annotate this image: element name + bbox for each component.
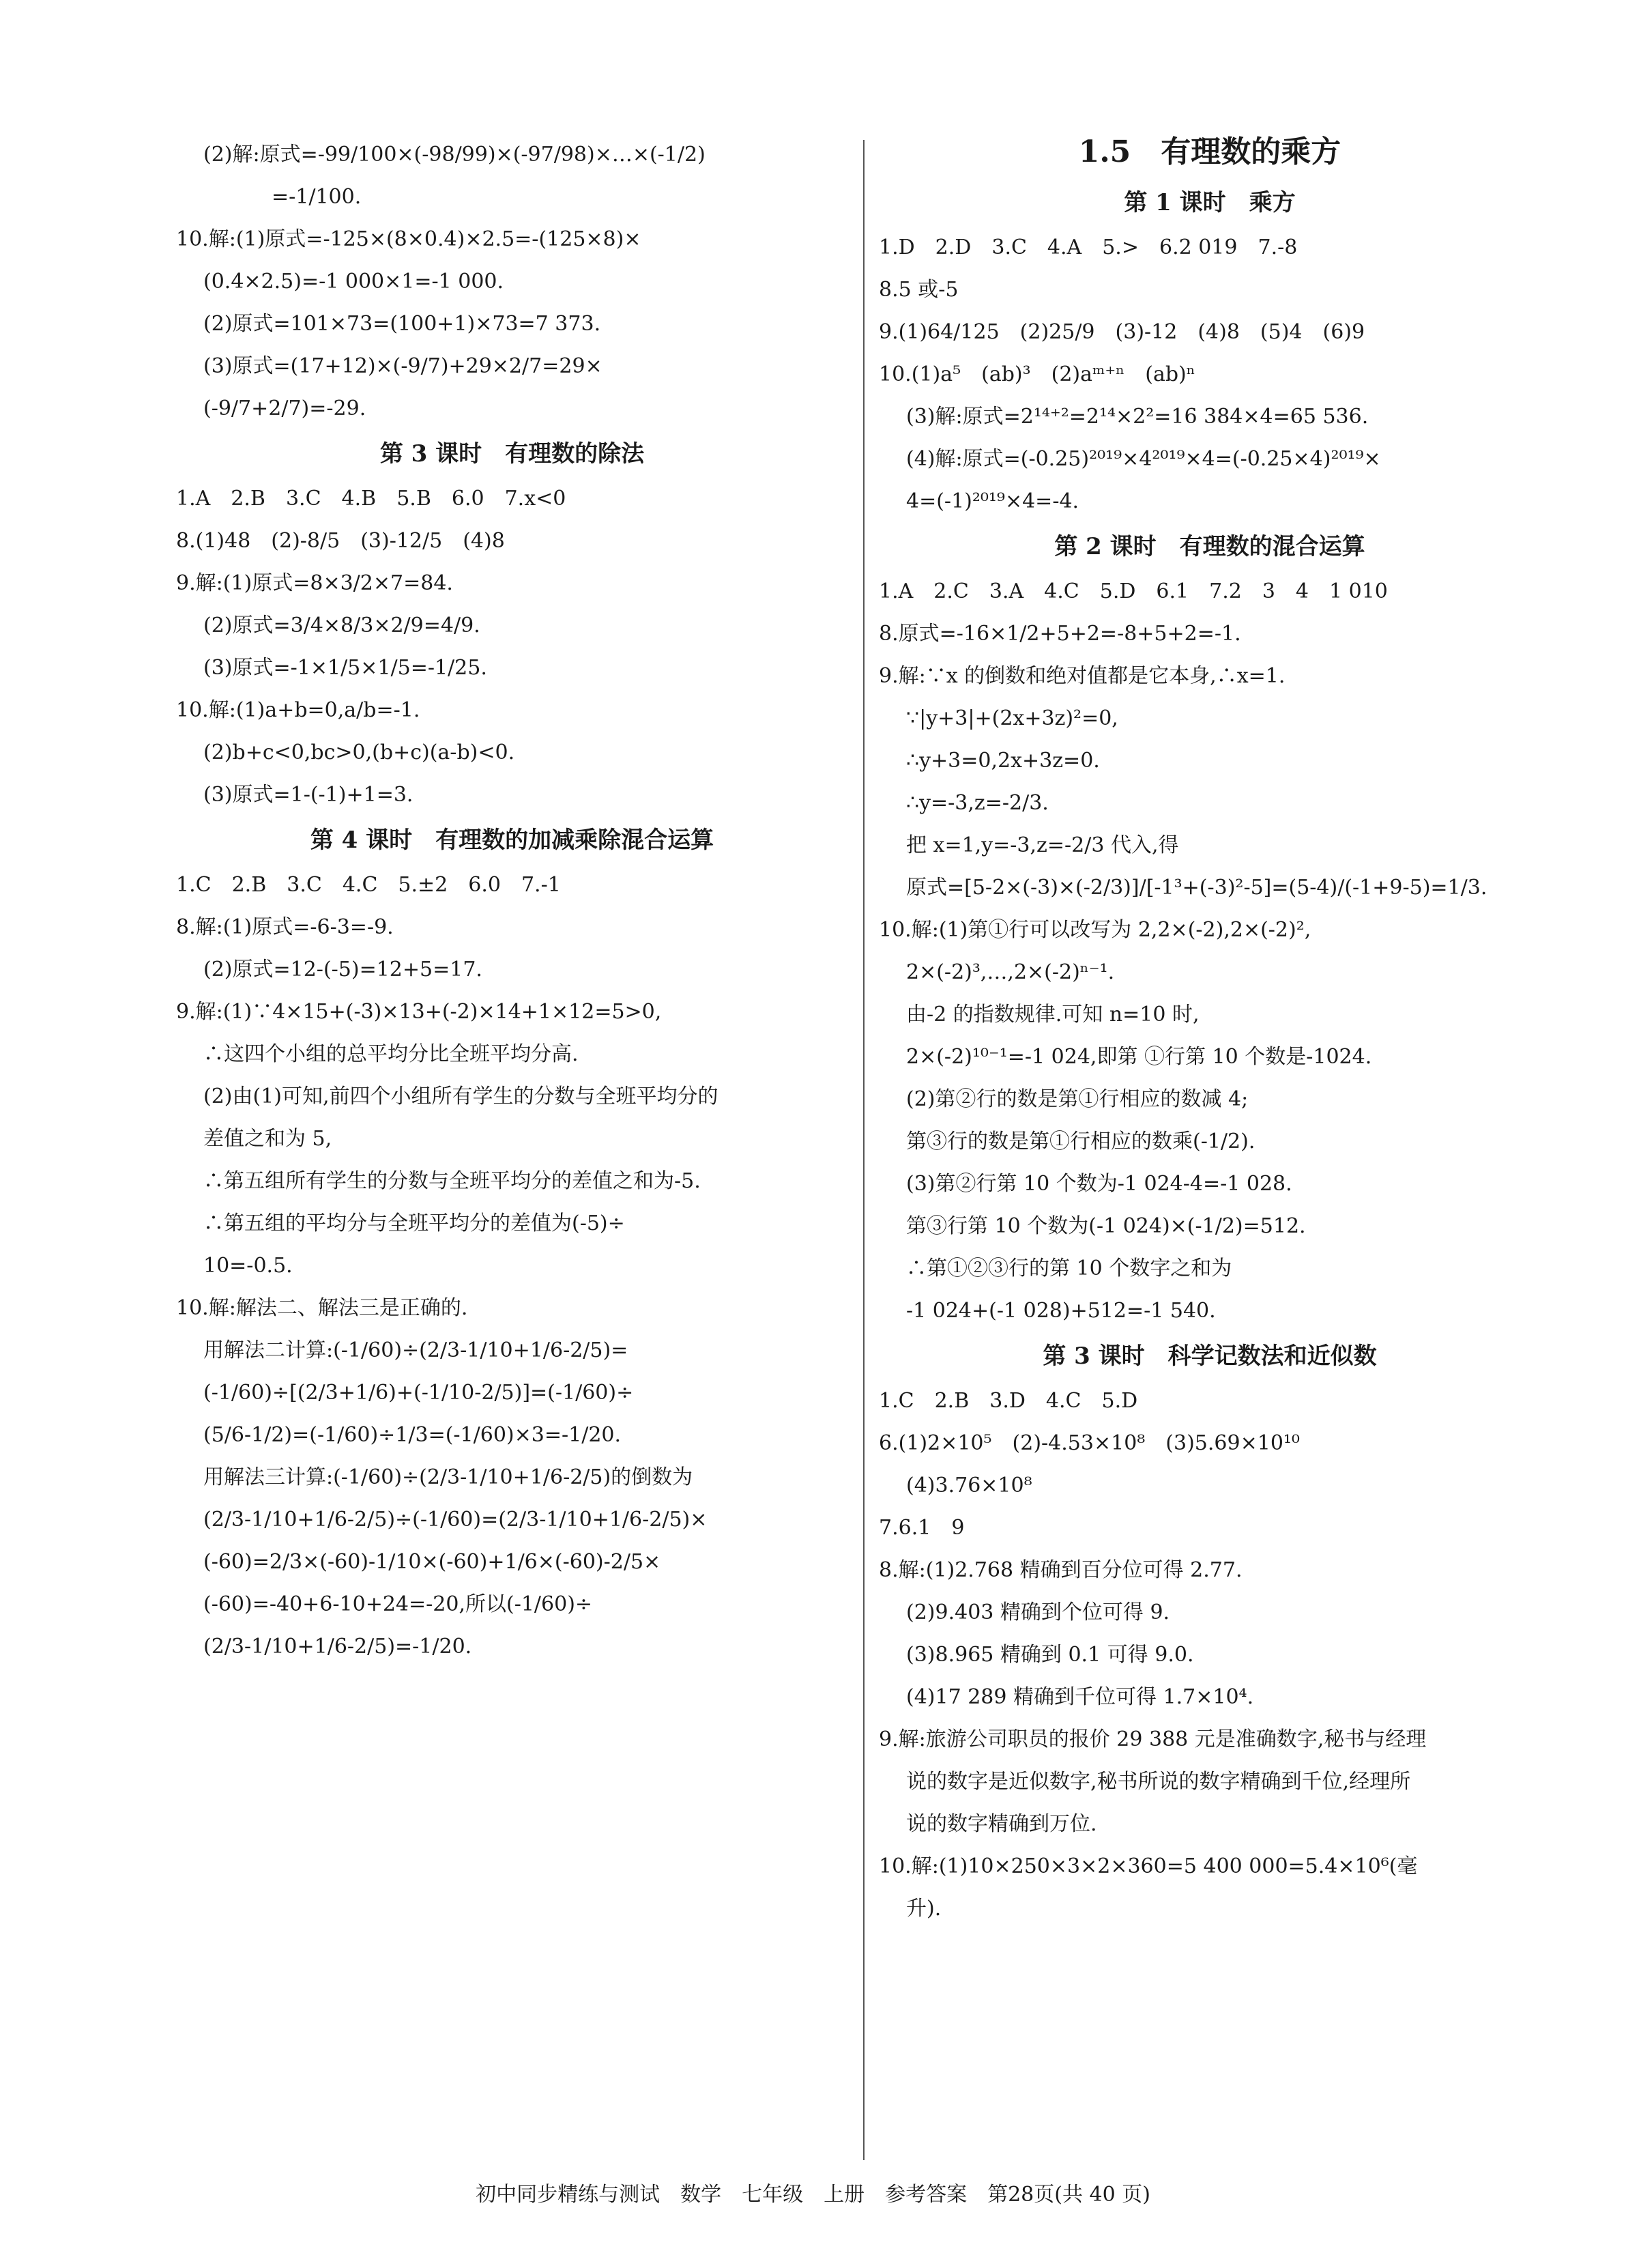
answer-line: (2)解:原式=-99/100×(-98/99)×(-97/98)×…×(-1/2) bbox=[203, 143, 706, 167]
answer-line: (2)9.403 精确到个位可得 9. bbox=[906, 1600, 1170, 1624]
answer-line: 说的数字精确到万位. bbox=[906, 1812, 1097, 1836]
answer-line: (4)解:原式=(-0.25)²⁰¹⁹×4²⁰¹⁹×4=(-0.25×4)²⁰¹⁹× bbox=[906, 447, 1381, 471]
answer-line: 9.解:旅游公司职员的报价 29 388 元是准确数字,秘书与经理 bbox=[879, 1727, 1427, 1751]
answer-line: (4)3.76×10⁸ bbox=[906, 1474, 1032, 1497]
answer-line: 1.A 2.C 3.A 4.C 5.D 6.1 7.2 3 4 1 010 bbox=[879, 579, 1388, 603]
answer-line: 8.原式=-16×1/2+5+2=-8+5+2=-1. bbox=[879, 622, 1241, 646]
answer-line: ∴第五组的平均分与全班平均分的差值为(-5)÷ bbox=[203, 1211, 625, 1235]
section-heading: 第 1 课时 乘方 bbox=[1124, 189, 1296, 216]
answer-line: 10.(1)a⁵ (ab)³ (2)aᵐ⁺ⁿ (ab)ⁿ bbox=[879, 362, 1195, 386]
answer-line: 10.解:(1)原式=-125×(8×0.4)×2.5=-(125×8)× bbox=[176, 227, 641, 251]
answer-line: (5/6-1/2)=(-1/60)÷1/3=(-1/60)×3=-1/20. bbox=[203, 1423, 622, 1447]
answer-line: (2)第②行的数是第①行相应的数减 4; bbox=[906, 1087, 1249, 1111]
answer-line: (2)原式=101×73=(100+1)×73=7 373. bbox=[203, 312, 601, 336]
answer-line: 1.C 2.B 3.C 4.C 5.±2 6.0 7.-1 bbox=[176, 873, 561, 897]
answer-line: 9.(1)64/125 (2)25/9 (3)-12 (4)8 (5)4 (6)9 bbox=[879, 320, 1365, 344]
section-heading: 1.5 有理数的乘方 bbox=[1078, 134, 1341, 169]
answer-line: ∴y+3=0,2x+3z=0. bbox=[906, 749, 1100, 773]
answer-line: (2)原式=12-(-5)=12+5=17. bbox=[203, 958, 482, 981]
answer-line: (-1/60)÷[(2/3+1/6)+(-1/10-2/5)]=(-1/60)÷ bbox=[203, 1381, 634, 1405]
answer-line: (3)原式=-1×1/5×1/5=-1/25. bbox=[203, 656, 487, 680]
answer-line: (2)由(1)可知,前四个小组所有学生的分数与全班平均分的 bbox=[203, 1085, 718, 1108]
answer-line: 7.6.1 9 bbox=[879, 1516, 965, 1540]
answer-line: 差值之和为 5, bbox=[203, 1127, 332, 1151]
answer-line: ∴第①②③行的第 10 个数字之和为 bbox=[906, 1257, 1232, 1280]
answer-line: ∵|y+3|+(2x+3z)²=0, bbox=[906, 706, 1118, 730]
column-divider bbox=[863, 140, 865, 2160]
answer-line: 9.解:(1)∵4×15+(-3)×13+(-2)×14+1×12=5>0, bbox=[176, 1000, 662, 1024]
answer-line: 第③行的数是第①行相应的数乘(-1/2). bbox=[906, 1130, 1255, 1153]
answer-line: (2)原式=3/4×8/3×2/9=4/9. bbox=[203, 614, 480, 637]
answer-line: 9.解:(1)原式=8×3/2×7=84. bbox=[176, 571, 453, 595]
left-column bbox=[176, 126, 848, 1676]
answer-line: (-60)=2/3×(-60)-1/10×(-60)+1/6×(-60)-2/5× bbox=[203, 1550, 661, 1574]
answer-line: 10.解:(1)10×250×3×2×360=5 400 000=5.4×10⁶(毫 bbox=[879, 1854, 1418, 1878]
answer-line: 6.(1)2×10⁵ (2)-4.53×10⁸ (3)5.69×10¹⁰ bbox=[879, 1431, 1300, 1455]
answer-line: (3)8.965 精确到 0.1 可得 9.0. bbox=[906, 1643, 1194, 1667]
answer-line: 8.解:(1)2.768 精确到百分位可得 2.77. bbox=[879, 1558, 1243, 1582]
answer-line: (2)b+c<0,bc>0,(b+c)(a-b)<0. bbox=[203, 741, 515, 764]
answer-line: 4=(-1)²⁰¹⁹×4=-4. bbox=[906, 489, 1079, 513]
answer-line: 1.C 2.B 3.D 4.C 5.D bbox=[879, 1389, 1138, 1413]
answer-line: 10.解:(1)第①行可以改写为 2,2×(-2),2×(-2)², bbox=[879, 918, 1311, 942]
section-heading: 第 3 课时 科学记数法和近似数 bbox=[1043, 1343, 1377, 1370]
answer-line: 把 x=1,y=-3,z=-2/3 代入,得 bbox=[906, 833, 1179, 857]
page-footer: 初中同步精练与测试 数学 七年级 上册 参考答案 第28页(共 40 页) bbox=[476, 2183, 1150, 2207]
answer-line: ∴这四个小组的总平均分比全班平均分高. bbox=[203, 1042, 579, 1066]
answer-line: ∴y=-3,z=-2/3. bbox=[906, 791, 1049, 815]
answer-line: =-1/100. bbox=[272, 185, 362, 209]
answer-line: -1 024+(-1 028)+512=-1 540. bbox=[906, 1299, 1216, 1323]
answer-line: (3)第②行第 10 个数为-1 024-4=-1 028. bbox=[906, 1172, 1292, 1196]
answer-line: 2×(-2)¹⁰⁻¹=-1 024,即第 ①行第 10 个数是-1024. bbox=[906, 1045, 1372, 1069]
answer-line: 由-2 的指数规律.可知 n=10 时, bbox=[906, 1003, 1200, 1027]
answer-line: (2/3-1/10+1/6-2/5)÷(-1/60)=(2/3-1/10+1/6-2/5)× bbox=[203, 1508, 708, 1532]
answer-line: 9.解:∵x 的倒数和绝对值都是它本身,∴x=1. bbox=[879, 664, 1286, 688]
answer-line: (-9/7+2/7)=-29. bbox=[203, 397, 366, 420]
answer-line: 2×(-2)³,…,2×(-2)ⁿ⁻¹. bbox=[906, 960, 1115, 984]
section-heading: 第 2 课时 有理数的混合运算 bbox=[1054, 533, 1365, 560]
answer-line: 用解法三计算:(-1/60)÷(2/3-1/10+1/6-2/5)的倒数为 bbox=[203, 1465, 693, 1489]
answer-line: 第③行第 10 个数为(-1 024)×(-1/2)=512. bbox=[906, 1214, 1306, 1238]
answer-line: (3)原式=(17+12)×(-9/7)+29×2/7=29× bbox=[203, 354, 603, 378]
answer-line: 用解法二计算:(-1/60)÷(2/3-1/10+1/6-2/5)= bbox=[203, 1338, 628, 1362]
answer-line: (2/3-1/10+1/6-2/5)=-1/20. bbox=[203, 1635, 472, 1659]
answer-line: 说的数字是近似数字,秘书所说的数字精确到千位,经理所 bbox=[906, 1770, 1411, 1794]
answer-line: 10=-0.5. bbox=[203, 1254, 293, 1278]
section-heading: 第 4 课时 有理数的加减乘除混合运算 bbox=[310, 827, 714, 854]
answer-line: 8.(1)48 (2)-8/5 (3)-12/5 (4)8 bbox=[176, 529, 505, 553]
answer-line: (3)原式=1-(-1)+1=3. bbox=[203, 783, 413, 807]
answer-line: 1.A 2.B 3.C 4.B 5.B 6.0 7.x<0 bbox=[176, 487, 566, 511]
answer-line: (3)解:原式=2¹⁴⁺²=2¹⁴×2²=16 384×4=65 536. bbox=[906, 405, 1369, 429]
answer-line: ∴第五组所有学生的分数与全班平均分的差值之和为-5. bbox=[203, 1169, 701, 1193]
answer-line: 10.解:(1)a+b=0,a/b=-1. bbox=[176, 698, 420, 722]
answer-line: (0.4×2.5)=-1 000×1=-1 000. bbox=[203, 270, 504, 293]
answer-line: (4)17 289 精确到千位可得 1.7×10⁴. bbox=[906, 1685, 1254, 1709]
section-heading: 第 3 课时 有理数的除法 bbox=[379, 440, 645, 468]
right-column bbox=[879, 126, 1541, 1938]
answer-line: 10.解:解法二、解法三是正确的. bbox=[176, 1296, 468, 1320]
answer-line: 8.解:(1)原式=-6-3=-9. bbox=[176, 915, 394, 939]
answer-line: 升). bbox=[906, 1897, 942, 1921]
answer-line: 8.5 或-5 bbox=[879, 278, 959, 302]
answer-line: (-60)=-40+6-10+24=-20,所以(-1/60)÷ bbox=[203, 1592, 593, 1616]
answer-line: 1.D 2.D 3.C 4.A 5.> 6.2 019 7.-8 bbox=[879, 235, 1298, 259]
answer-line: 原式=[5-2×(-3)×(-2/3)]/[-1³+(-3)²-5]=(5-4)/(-1+9-5)=1/3. bbox=[906, 876, 1487, 900]
